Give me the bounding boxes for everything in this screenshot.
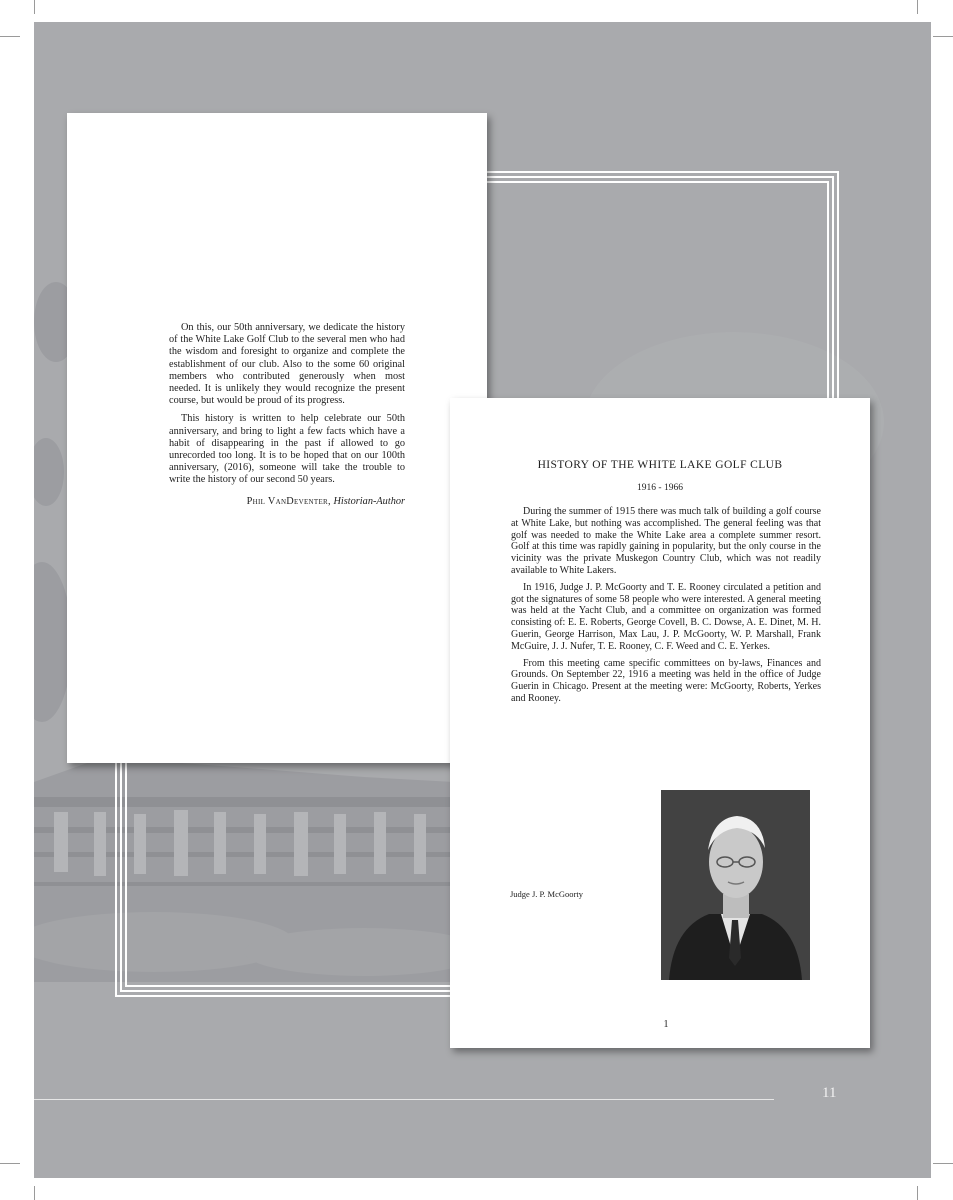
page-subtitle-years: 1916 - 1966 <box>637 483 683 493</box>
crop-mark <box>933 1163 953 1164</box>
author-title: Historian-Author <box>333 495 405 507</box>
folio-page-number: 11 <box>822 1085 837 1101</box>
portrait-photo <box>661 790 810 980</box>
dedication-page <box>67 113 487 763</box>
photo-caption: Judge J. P. McGoorty <box>510 889 583 899</box>
crop-mark <box>34 0 35 14</box>
crop-mark <box>917 1186 918 1200</box>
page-title: HISTORY OF THE WHITE LAKE GOLF CLUB <box>537 459 783 471</box>
signature <box>169 496 405 508</box>
history-text <box>511 506 821 705</box>
history-paragraph: During the summer of 1915 there was much talk of building a golf course at White Lake, but nothing was accomplished. The general feeling was that golf was needed to make the White Lake area a complete summer resort. Golf at this time was rapidly gaining in popularity, but the only course in the vicinity was the private Muskegon Country Club, which was not readily available to White Lakers. <box>511 506 821 576</box>
page-number: 1 <box>663 1019 669 1030</box>
history-paragraph: In 1916, Judge J. P. McGoorty and T. E. Rooney circulated a petition and got the signatures of some 58 people who were interested. A general meeting was held at the Yacht Club, and a committee on organization was formed consisting of: E. E. Roberts, George Covell, B. C. Dowse, A. E. Dinet, M. H. Guerin, George Harrison, Max Lau, J. P. McGoorty, W. P. Marshall, Frank McGuire, J. J. Nufer, T. E. Rooney, C. F. Weed and C. E. Yerkes. <box>511 581 821 652</box>
history-page <box>450 398 870 1048</box>
crop-mark <box>917 0 918 14</box>
dedication-text <box>169 322 405 508</box>
crop-mark <box>0 36 20 37</box>
crop-mark <box>933 36 953 37</box>
author-name: Phil VanDeventer, <box>246 495 331 507</box>
crop-mark <box>34 1186 35 1200</box>
crop-mark <box>0 1163 20 1164</box>
dedication-paragraph: This history is written to help celebrate our 50th anniversary, and bring to light a few facts which have a habit of disappearing in the past if allowed to go unrecorded too long. It is to be hoped that on our 100th anniversary, (2016), someone will take the trouble to write the history of our second 50 years. <box>169 413 405 486</box>
dedication-paragraph: On this, our 50th anniversary, we dedicate the history of the White Lake Golf Club to the several men who had the wisdom and foresight to organize and complete the establishment of our club. Also to the some 60 original members who contributed generously when most needed. It is unlikely they would recognize the present course, but would be proud of its progress. <box>169 322 405 407</box>
folio-rule <box>34 1099 774 1100</box>
history-paragraph: From this meeting came specific committees on by-laws, Finances and Grounds. On September 22, 1916 a meeting was held in the office of Judge Guerin in Chicago. Present at the meeting were: McGoorty, Roberts, Yerkes and Rooney. <box>511 657 821 704</box>
